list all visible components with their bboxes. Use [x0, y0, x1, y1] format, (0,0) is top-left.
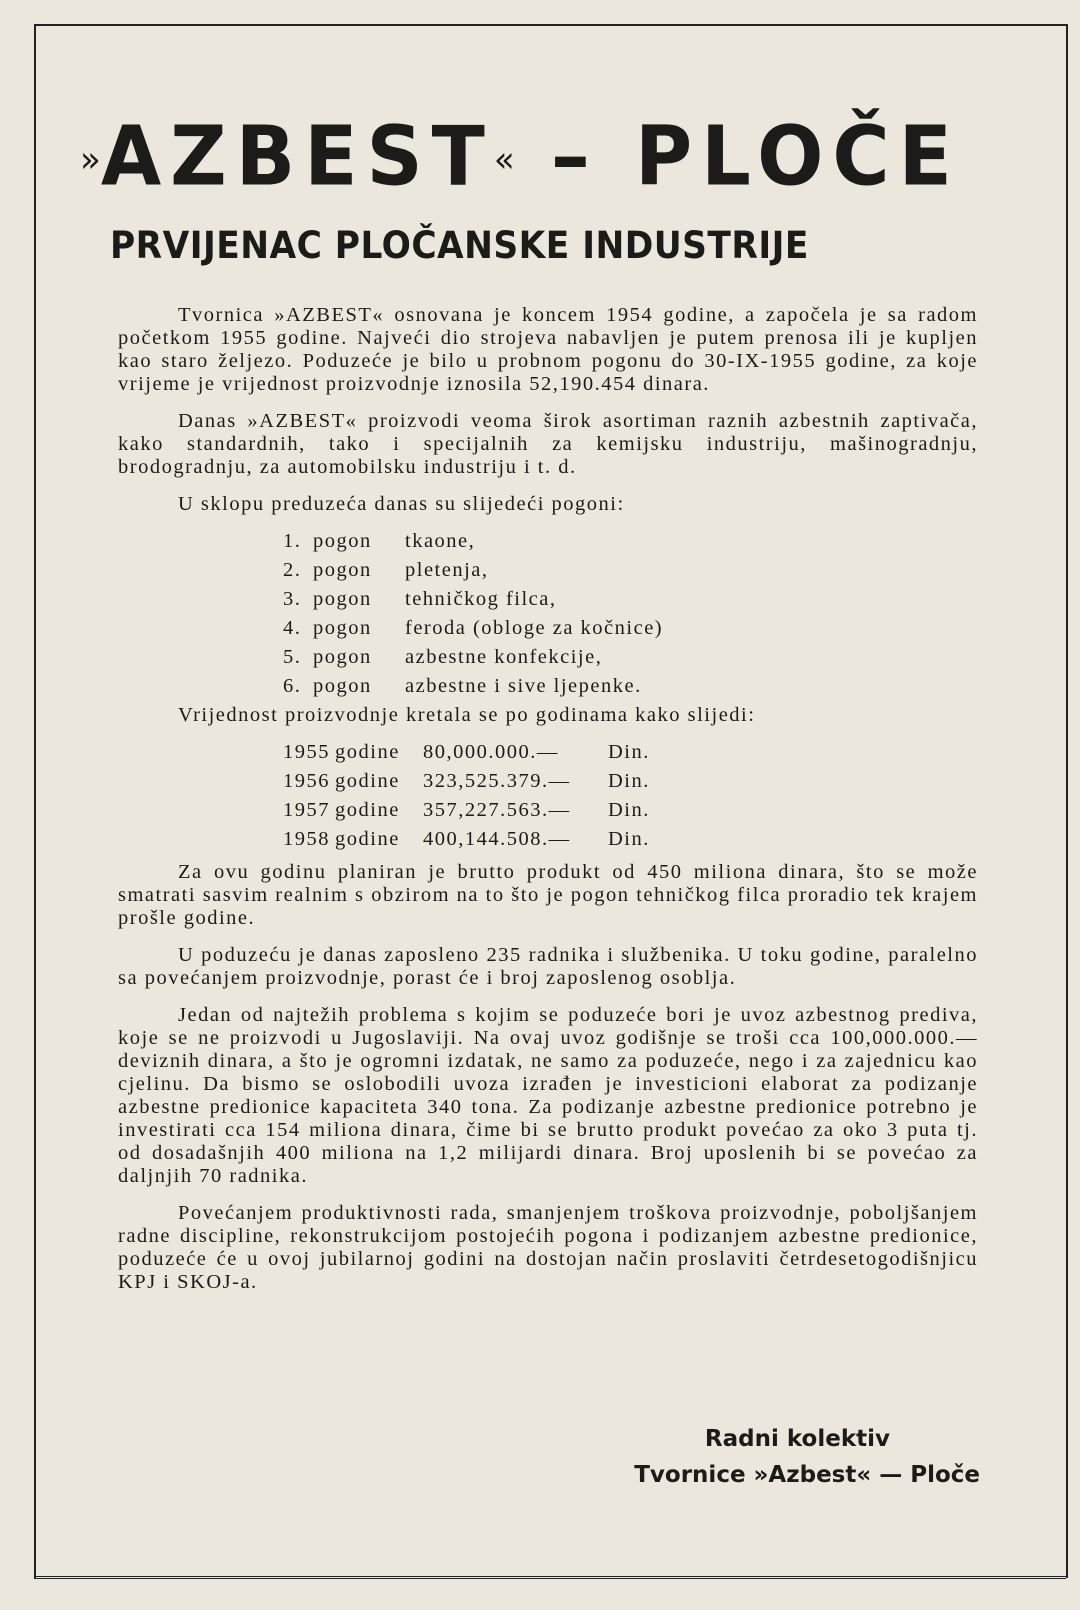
production-values-list: [118, 741, 978, 851]
list-item: 3. pogon tehničkog filca,: [283, 588, 557, 610]
article-body: [118, 304, 978, 1308]
headline-place: – PLOČE: [514, 109, 961, 205]
signature-line-2: Tvornice »Azbest« — Ploče: [634, 1462, 980, 1488]
list-item: 4. pogon feroda (obloge za kočnice): [283, 617, 664, 639]
list-item: 1958 godine 400,144.508.— Din.: [283, 828, 650, 850]
paragraph-import-problem: Jedan od najtežih problema s kojim se poduzeće bori je uvoz azbestnog prediva, koje se ne proizvodi u Jugoslaviji. Na ovaj uvoz godišnje se troši cca 100,000.000.— deviznih dinara, a što je ogromni izdatak, ne samo za poduzeće, nego i za zajednicu kao cjelinu. Da bismo se oslobodili uvoza izrađen je investicioni elaborat za podizanje azbestne predionice kapaciteta 340 tona. Za podizanje azbestne predionice potrebno je investirati cca 154 miliona dinara, čime bi se brutto produkt povećao za oko 3 puta tj. od dosadašnjih 400 miliona na 1,2 milijardi dinara. Broj uposlenih bi se povećao za daljnjih 70 radnika.: [118, 1004, 978, 1187]
signature-line-1: Radni kolektiv: [704, 1426, 890, 1452]
subheadline: PRVIJENAC PLOČANSKE INDUSTRIJE: [110, 224, 809, 267]
paragraph-employees: U poduzeću je danas zaposleno 235 radnika i službenika. U toku godine, paralelno sa povećanjem proizvodnje, porast će i broj zaposlenog osoblja.: [118, 944, 978, 989]
list-item: 1955 godine 80,000.000.— Din.: [283, 741, 650, 763]
bottom-rule: [34, 1576, 1066, 1579]
headline-close-quote: «: [493, 139, 515, 182]
list-item: 1. pogon tkaone,: [283, 530, 476, 552]
paragraph-assortment: Danas »AZBEST« proizvodi veoma širok asortiman raznih azbestnih zaptivača, kako standardnih, tako i specijalnih za kemijsku industriju, mašinogradnju, brodogradnju, za automobilsku industriju i t. d.: [118, 410, 978, 478]
list-item: 1956 godine 323,525.379.— Din.: [283, 770, 650, 792]
paragraph-plants-intro: U sklopu preduzeća danas su slijedeći pogoni:: [178, 493, 625, 515]
list-item: 6. pogon azbestne i sive ljepenke.: [283, 675, 642, 697]
headline-brand: AZBEST: [100, 109, 494, 205]
paragraph-plan: Za ovu godinu planiran je brutto produkt od 450 miliona dinara, što se može smatrati sasvim realnim s obzirom na to što je pogon tehničkog filca proradio tek krajem prošle godine.: [118, 861, 978, 929]
headline: [80, 110, 1000, 205]
paragraph-closing: Povećanjem produktivnosti rada, smanjenjem troškova proizvodnje, poboljšanjem radne discipline, rekonstrukcijom postojećih pogona i podizanjem azbestne predionice, poduzeće će u ovoj jubilarnoj godini na dostojan način proslaviti četrdesetogodišnjicu KPJ i SKOJ-a.: [118, 1202, 978, 1293]
plants-list: [118, 530, 978, 698]
paragraph-values-intro: Vrijednost proizvodnje kretala se po godinama kako slijedi:: [178, 704, 756, 726]
list-item: 5. pogon azbestne konfekcije,: [283, 646, 603, 668]
list-item: 1957 godine 357,227.563.— Din.: [283, 799, 650, 821]
paragraph-founding: Tvornica »AZBEST« osnovana je koncem 1954 godine, a započela je sa radom početkom 1955 godine. Najveći dio strojeva nabavljen je putem prenosa ili je kupljen kao staro željezo. Poduzeće je bilo u probnom pogonu do 30-IX-1955 godine, za koje vrijeme je vrijednost proizvodnje iznosila 52,190.454 dinara.: [118, 304, 978, 395]
list-item: 2. pogon pletenja,: [283, 559, 489, 581]
headline-open-quote: »: [80, 139, 101, 182]
